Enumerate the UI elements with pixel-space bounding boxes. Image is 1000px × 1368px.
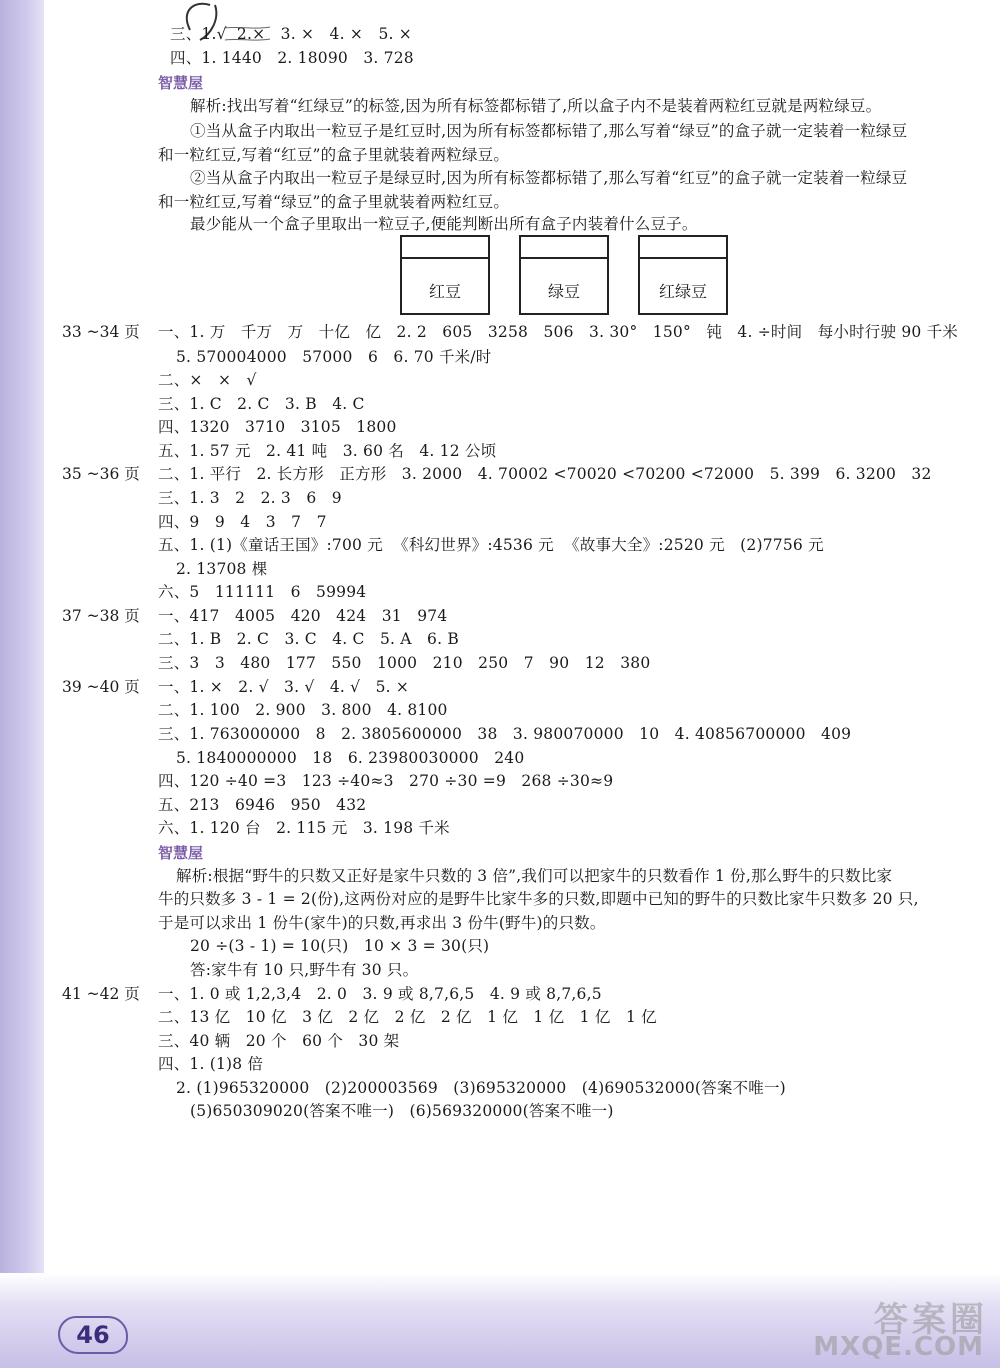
- paragraph-line: 20 ÷(3 - 1) = 10(只) 10 × 3 = 30(只): [190, 937, 490, 955]
- paragraph-line: 和一粒红豆,写着“红豆”的盒子里就装着两粒绿豆。: [158, 146, 510, 164]
- page-ref: 41 ~42 页: [62, 985, 140, 1003]
- box-label: 红绿豆: [658, 282, 707, 301]
- page-ref: 37 ~38 页: [62, 607, 140, 625]
- answer-line: 二、× × √: [158, 371, 257, 389]
- watermark-url: MXQE.COM: [813, 1332, 984, 1362]
- answer-line: 三、40 辆 20 个 60 个 30 架: [158, 1032, 400, 1050]
- paragraph-line: 牛的只数多 3 - 1 = 2(份),这两份对应的是野牛比家牛多的只数,即题中已知的野牛的只数比家牛只数多 20 只,: [158, 890, 919, 908]
- paragraph-line: ①当从盒子内取出一粒豆子是红豆时,因为所有标签都标错了,那么写着“绿豆”的盒子就一定装着一粒绿豆: [190, 122, 908, 140]
- answer-line: 四、1. (1)8 倍: [158, 1055, 264, 1073]
- answer-line: 六、5 111111 6 59994: [158, 583, 367, 601]
- answer-line: 四、1320 3710 3105 1800: [158, 418, 397, 436]
- answer-line: 2. (1)965320000 (2)200003569 (3)695320000 (4)690532000(答案不唯一): [176, 1079, 786, 1097]
- answer-line: 2. 13708 棵: [176, 560, 268, 578]
- box-label: 绿豆: [547, 282, 580, 301]
- paragraph-line: 答:家牛有 10 只,野牛有 30 只。: [190, 961, 419, 979]
- section-heading: 智慧屋: [158, 844, 204, 862]
- section-heading: 智慧屋: [158, 74, 204, 92]
- answer-line: 三、1.√ 2.× 3. × 4. × 5. ×: [170, 25, 412, 43]
- box-lid-line: [521, 257, 607, 259]
- answer-line: 5. 1840000000 18 6. 23980030000 240: [176, 749, 525, 767]
- answer-line: 二、13 亿 10 亿 3 亿 2 亿 2 亿 2 亿 1 亿 1 亿 1 亿 1 亿: [158, 1008, 657, 1026]
- answer-line: 五、213 6946 950 432: [158, 796, 367, 814]
- answer-line: 三、3 3 480 177 550 1000 210 250 7 90 12 380: [158, 654, 651, 672]
- paragraph-line: 最少能从一个盒子里取出一粒豆子,便能判断出所有盒子内装着什么豆子。: [190, 215, 698, 233]
- answer-line: 一、1. 0 或 1,2,3,4 2. 0 3. 9 或 8,7,6,5 4. 9 或 8,7,6,5: [158, 985, 602, 1003]
- page-ref: 39 ~40 页: [62, 678, 140, 696]
- bean-box-green: [519, 235, 609, 315]
- page-number: 46: [58, 1316, 128, 1354]
- answer-line: 二、1. 100 2. 900 3. 800 4. 8100: [158, 701, 448, 719]
- paragraph-line: 于是可以求出 1 份牛(家牛)的只数,再求出 3 份牛(野牛)的只数。: [158, 914, 606, 932]
- answer-line: 五、1. 57 元 2. 41 吨 3. 60 名 4. 12 公顷: [158, 442, 497, 460]
- answer-line: 一、1. 万 千万 万 十亿 亿 2. 2 605 3258 506 3. 30° 150° 钝 4. ÷时间 每小时行驶 90 千米: [158, 323, 958, 341]
- answer-line: 二、1. B 2. C 3. C 4. C 5. A 6. B: [158, 630, 459, 648]
- paragraph-line: 和一粒红豆,写着“绿豆”的盒子里就装着两粒红豆。: [158, 193, 510, 211]
- paragraph-line: 解析:找出写着“红绿豆”的标签,因为所有标签都标错了,所以盒子内不是装着两粒红豆就是两粒绿豆。: [190, 97, 882, 115]
- watermark: [788, 1292, 988, 1362]
- paragraph-line: ②当从盒子内取出一粒豆子是绿豆时,因为所有标签都标错了,那么写着“红豆”的盒子就一定装着一粒绿豆: [190, 169, 908, 187]
- page-ref: 33 ~34 页: [62, 323, 140, 341]
- answer-line: 五、1. (1)《童话王国》:700 元 《科幻世界》:4536 元 《故事大全》:2520 元 (2)7756 元: [158, 536, 824, 554]
- box-label: 红豆: [428, 282, 461, 301]
- answer-line: 一、417 4005 420 424 31 974: [158, 607, 448, 625]
- answer-line: 四、9 9 4 3 7 7: [158, 513, 327, 531]
- watermark-logo-text: 答案圈: [874, 1300, 988, 1340]
- answer-line: 六、1. 120 台 2. 115 元 3. 198 千米: [158, 819, 450, 837]
- answer-line: 5. 570004000 57000 6 6. 70 千米/时: [176, 348, 492, 366]
- box-lid-line: [640, 257, 726, 259]
- answer-line: 三、1. 3 2 2. 3 6 9: [158, 489, 342, 507]
- answer-line: 二、1. 平行 2. 长方形 正方形 3. 2000 4. 70002 <70020 <70200 <72000 5. 399 6. 3200 32: [158, 465, 932, 483]
- box-lid-line: [402, 257, 488, 259]
- bean-box-red: [400, 235, 490, 315]
- answer-line: 一、1. × 2. √ 3. √ 4. √ 5. ×: [158, 678, 410, 696]
- bean-box-mixed: [638, 235, 728, 315]
- answer-line: 三、1. C 2. C 3. B 4. C: [158, 395, 365, 413]
- answer-line: 三、1. 763000000 8 2. 3805600000 38 3. 980070000 10 4. 40856700000 409: [158, 725, 852, 743]
- answer-line: 四、120 ÷40 =3 123 ÷40≈3 270 ÷30 =9 268 ÷30≈9: [158, 772, 614, 790]
- page-ref: 35 ~36 页: [62, 465, 140, 483]
- paragraph-line: 解析:根据“野牛的只数又正好是家牛只数的 3 倍”,我们可以把家牛的只数看作 1 份,那么野牛的只数比家: [176, 867, 893, 885]
- left-margin-band: [0, 0, 44, 1368]
- answer-line: 四、1. 1440 2. 18090 3. 728: [170, 49, 414, 67]
- answer-line: (5)650309020(答案不唯一) (6)569320000(答案不唯一): [190, 1102, 614, 1120]
